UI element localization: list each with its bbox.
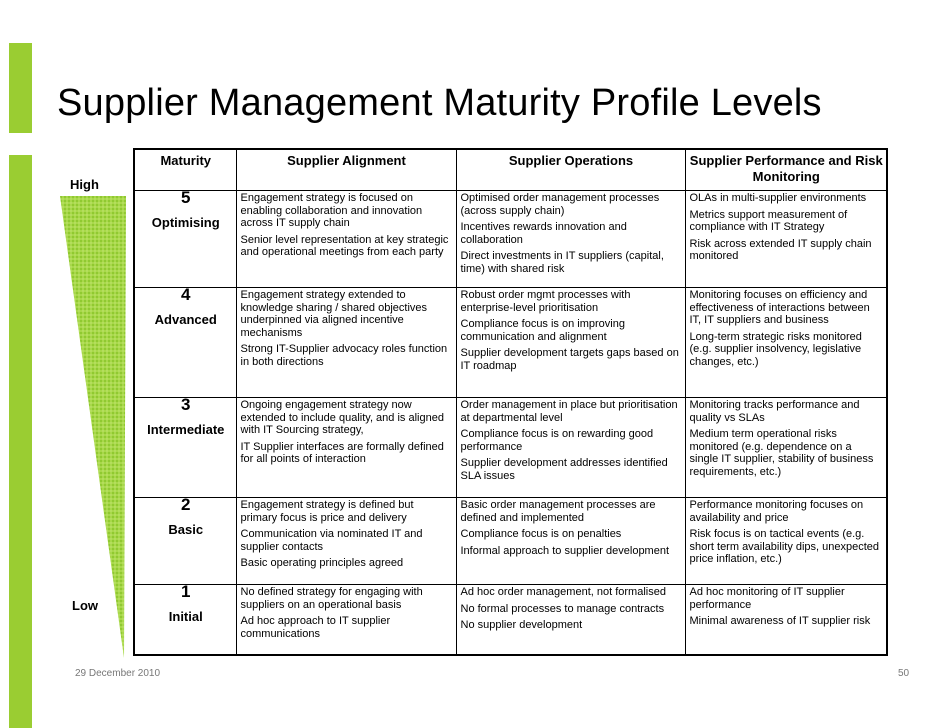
cell-text: Basic operating principles agreed	[240, 557, 404, 569]
cell-text: Risk across extended IT supply chain monitored	[689, 237, 872, 262]
cell-text: Compliance focus is on improving communication and alignment	[460, 318, 625, 343]
operations-cell	[456, 585, 685, 655]
alignment-cell	[236, 585, 456, 655]
cell-text: Order management in place but prioritisation at departmental level	[460, 399, 678, 424]
maturity-cell	[134, 585, 236, 655]
accent-bar-bottom	[9, 155, 32, 728]
cell-text: Communication via nominated IT and supplier contacts	[240, 528, 423, 553]
cell-text: Informal approach to supplier development	[460, 544, 670, 557]
level-number: 5	[181, 190, 191, 207]
performance-cell	[685, 498, 887, 585]
level-number: 2	[181, 497, 191, 514]
cell-text: Performance monitoring focuses on availability and price	[689, 499, 864, 524]
cell-text: Engagement strategy is focused on enabling collaboration and innovation across IT supply chain	[240, 192, 423, 229]
table-header-row	[134, 149, 887, 191]
header-supplier-alignment: Supplier Alignment	[236, 149, 456, 191]
performance-cell	[685, 585, 887, 655]
cell-text: OLAs in multi-supplier environments	[689, 192, 867, 204]
page-number: 50	[898, 668, 910, 679]
operations-cell	[456, 498, 685, 585]
axis-label-high: High	[70, 177, 99, 192]
alignment-cell	[236, 498, 456, 585]
performance-cell	[685, 398, 887, 498]
cell-text: Ad hoc monitoring of IT supplier performance	[689, 586, 845, 611]
maturity-gradient-wedge	[60, 196, 130, 658]
cell-text: Strong IT-Supplier advocacy roles function in both directions	[240, 343, 448, 368]
table-row	[134, 498, 887, 585]
alignment-cell	[236, 398, 456, 498]
cell-text: No supplier development	[460, 619, 583, 631]
cell-text: No defined strategy for engaging with suppliers on an operational basis	[240, 586, 423, 611]
level-name: Intermediate	[147, 421, 225, 437]
cell-text: Medium term operational risks monitored (e.g. dependence on a single IT supplier, stability of business requirements, etc.)	[689, 428, 874, 478]
cell-text: Risk focus is on tactical events (e.g. short term availability dips, unexpected price inflation, etc.)	[689, 528, 880, 565]
maturity-cell	[134, 288, 236, 398]
level-number: 1	[181, 584, 191, 601]
table-row	[134, 585, 887, 655]
axis-label-low: Low	[72, 598, 98, 613]
cell-text: Supplier development targets gaps based on IT roadmap	[460, 347, 679, 372]
maturity-cell	[134, 498, 236, 585]
operations-cell	[456, 191, 685, 288]
operations-cell	[456, 288, 685, 398]
header-maturity: Maturity	[134, 149, 236, 191]
cell-text: Direct investments in IT suppliers (capital, time) with shared risk	[460, 250, 664, 275]
table-row	[134, 191, 887, 288]
cell-text: Optimised order management processes (across supply chain)	[460, 192, 660, 217]
header-performance-risk: Supplier Performance and Risk Monitoring	[685, 149, 887, 191]
header-supplier-operations: Supplier Operations	[456, 149, 685, 191]
footer-date: 29 December 2010	[75, 668, 161, 679]
maturity-table	[133, 148, 888, 656]
cell-text: Metrics support measurement of compliance with IT Strategy	[689, 208, 848, 233]
alignment-cell	[236, 288, 456, 398]
cell-text: Minimal awareness of IT supplier risk	[689, 615, 871, 627]
alignment-cell	[236, 191, 456, 288]
cell-text: No formal processes to manage contracts	[460, 602, 665, 615]
table-row	[134, 398, 887, 498]
cell-text: Long-term strategic risks monitored (e.g. supplier insolvency, legislative changes, etc.)	[689, 330, 862, 368]
maturity-cell	[134, 191, 236, 288]
table-row	[134, 288, 887, 398]
cell-text: Supplier development addresses identified SLA issues	[460, 457, 668, 482]
cell-text: Basic order management processes are defined and implemented	[460, 499, 656, 524]
operations-cell	[456, 398, 685, 498]
cell-text: Senior level representation at key strategic and operational meetings from each party	[240, 233, 449, 258]
cell-text: Ad hoc approach to IT supplier communications	[240, 615, 391, 640]
cell-text: Monitoring focuses on efficiency and effectiveness of interactions between IT, IT suppliers and business	[689, 289, 870, 326]
level-number: 3	[181, 397, 191, 414]
level-name: Initial	[168, 608, 203, 624]
cell-text: Engagement strategy extended to knowledge sharing / shared objectives underpinned via aligned incentive mechanisms	[240, 289, 428, 339]
performance-cell	[685, 288, 887, 398]
level-name: Advanced	[154, 311, 217, 327]
cell-text: Incentives rewards innovation and collaboration	[460, 221, 627, 246]
level-number: 4	[181, 287, 191, 304]
cell-text: Engagement strategy is defined but primary focus is price and delivery	[240, 499, 414, 524]
cell-text: Ad hoc order management, not formalised	[460, 586, 666, 598]
level-name: Optimising	[151, 214, 220, 230]
maturity-cell	[134, 398, 236, 498]
cell-text: Monitoring tracks performance and quality vs SLAs	[689, 399, 860, 424]
cell-text: IT Supplier interfaces are formally defined for all points of interaction	[240, 440, 444, 465]
cell-text: Robust order mgmt processes with enterprise-level prioritisation	[460, 289, 631, 314]
accent-bar-top	[9, 43, 32, 133]
cell-text: Compliance focus is on penalties	[460, 528, 622, 540]
cell-text: Ongoing engagement strategy now extended to include quality, and is aligned with IT Sourcing strategy,	[240, 399, 444, 436]
cell-text: Compliance focus is on rewarding good performance	[460, 428, 654, 453]
level-name: Basic	[168, 521, 204, 537]
performance-cell	[685, 191, 887, 288]
slide-title: Supplier Management Maturity Profile Levels	[57, 82, 822, 124]
